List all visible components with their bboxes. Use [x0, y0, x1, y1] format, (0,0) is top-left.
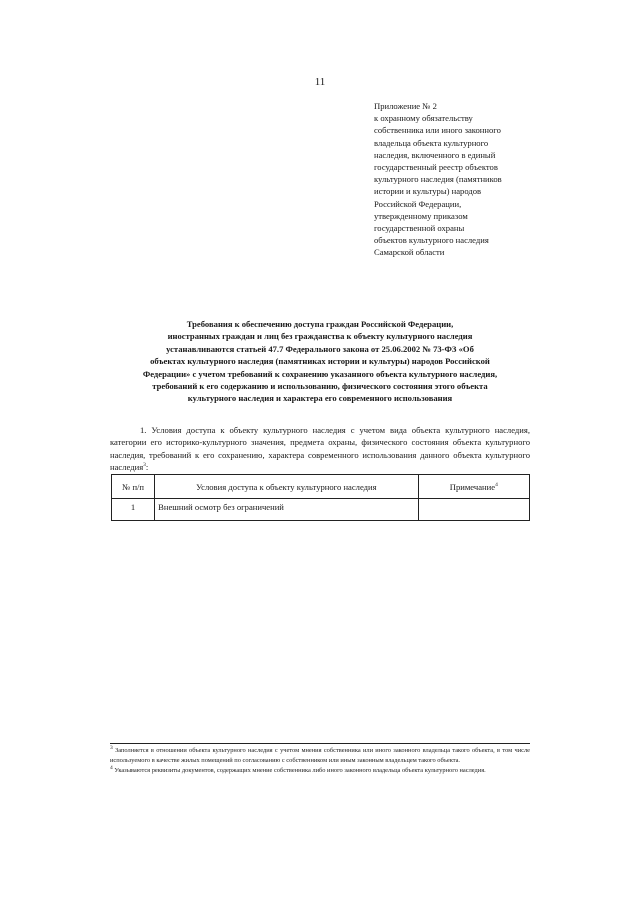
footnote-text: Заполняется в отношении объекта культурного наследия с учетом мнения собственника или иного законного владельца такого объекта, в том числе используемого в качестве жилых помещений по согласованию с собственником или иным законным владельцем такого объекта.: [110, 747, 530, 764]
table-header-row: [112, 475, 530, 499]
column-header-note-label: Примечание: [449, 481, 496, 492]
row-note: [418, 499, 529, 521]
heading-line: культурного наследия и характера его современного использования: [187, 393, 453, 404]
access-conditions-table: [111, 474, 530, 521]
heading-line: устанавливаются статьей 47.7 Федерального закона от 25.06.2002 № 73-ФЗ «Об: [166, 343, 474, 354]
footnote-mark: 4: [110, 764, 113, 771]
heading-line: Федерации» с учетом требований к сохранению указанного объекта культурного наследия,: [142, 368, 498, 379]
appendix-line: Российской Федерации,: [374, 198, 462, 209]
footnote-text: Указываются реквизиты документов, содержащих мнение собственника либо иного законного владельца объекта культурного наследия.: [114, 766, 486, 774]
appendix-line: к охранному обязательству: [374, 113, 473, 124]
appendix-line: объектов культурного наследия: [374, 235, 489, 246]
paragraph-text: 1. Условия доступа к объекту культурного наследия с учетом вида объекта культурного наследия, категории его историко-культурного значения, предмета охраны, физического состояния объекта культурного наследия, требований к его сохранению, характера современного использования данного объекта культурного наследия: [110, 425, 530, 472]
heading-line: требований к его содержанию и использованию, физического состояния этого объекта: [152, 381, 488, 392]
footnotes: [110, 746, 530, 775]
paragraph-end: :: [145, 461, 149, 472]
appendix-line: культурного наследия (памятников: [374, 174, 502, 185]
appendix-line: Приложение № 2: [374, 101, 437, 111]
appendix-line: Самарской области: [374, 247, 445, 258]
heading-line: объектах культурного наследия (памятниках истории и культуры) народов Российской: [150, 356, 490, 367]
appendix-line: государственной охраны: [374, 223, 465, 234]
column-header-conditions: Условия доступа к объекту культурного наследия: [155, 475, 418, 499]
column-header-note: [418, 475, 529, 499]
footnote-ref-3: 3: [143, 462, 146, 469]
appendix-line: государственный реестр объектов: [374, 162, 498, 173]
appendix-line: наследия, включенного в единый: [374, 149, 496, 160]
page-number: 11: [314, 76, 326, 88]
footnote-mark: 3: [110, 744, 113, 751]
heading-line: иностранных граждан и лиц без гражданства к объекту культурного наследия: [167, 331, 473, 342]
appendix-line: владельца объекта культурного: [374, 137, 489, 148]
footnote-separator: [110, 743, 530, 744]
footnote-4: [110, 766, 530, 776]
appendix-line: собственника или иного законного: [374, 125, 501, 136]
document-heading: [110, 318, 530, 405]
access-conditions-paragraph: [110, 424, 530, 473]
row-conditions: Внешний осмотр без ограничений: [155, 499, 418, 521]
column-header-number: № п/п: [112, 475, 155, 499]
appendix-line: утвержденному приказом: [374, 210, 468, 221]
appendix-header: [374, 100, 574, 259]
footnote-ref-4: 4: [495, 481, 498, 488]
row-number: 1: [112, 499, 155, 521]
table-row: [112, 499, 530, 521]
appendix-line: истории и культуры) народов: [374, 186, 482, 197]
footnote-3: [110, 746, 530, 766]
heading-line: Требования к обеспечению доступа граждан Российской Федерации,: [186, 319, 454, 329]
